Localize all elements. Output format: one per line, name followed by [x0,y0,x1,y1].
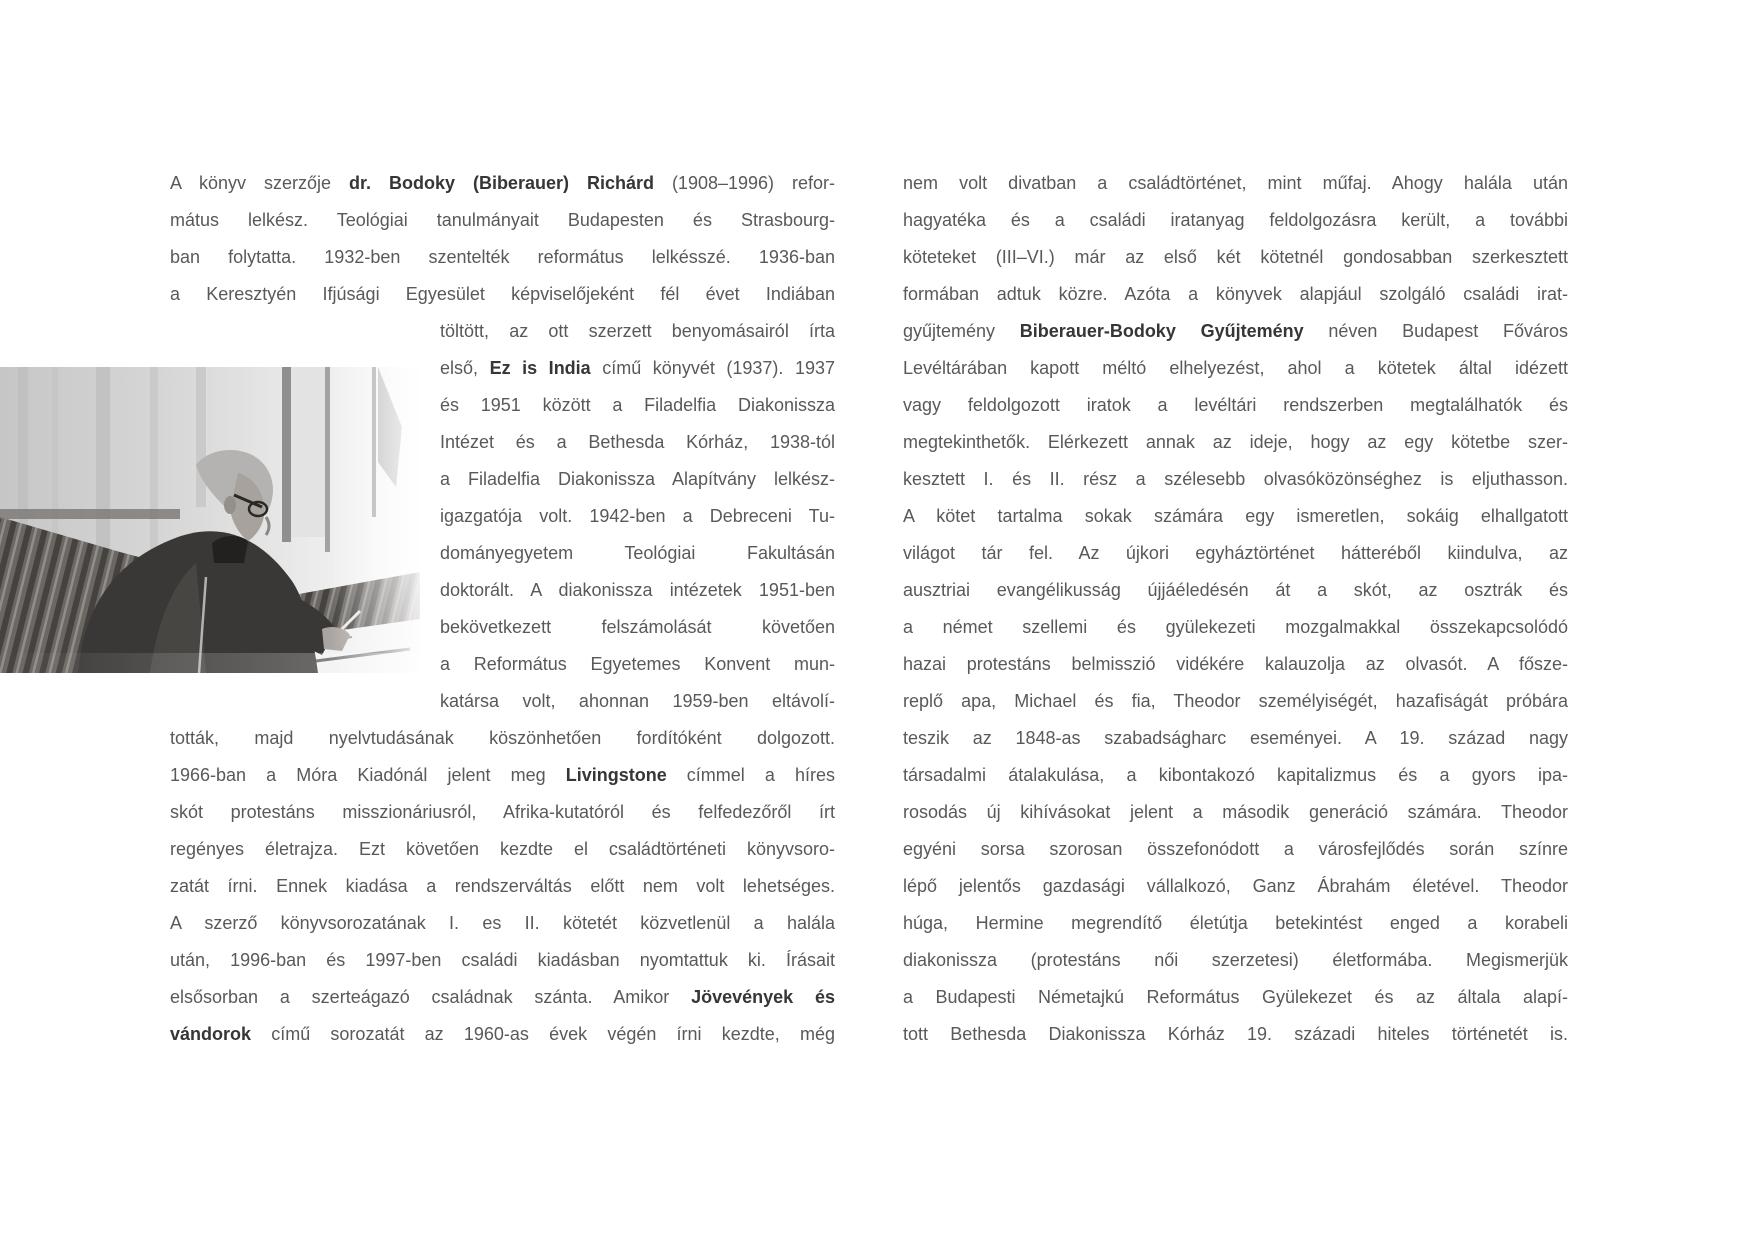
text-line [440,350,835,387]
text-run: néven Budapest Főváros [1303,321,1568,341]
text-run: a Keresztyén Ifjúsági Egyesület képviselőjeként fél évet Indiában [170,284,835,304]
text-line [170,757,835,794]
text-line [440,609,835,646]
text-run: igazgatója volt. 1942-ben a Debreceni Tu- [440,506,835,526]
text-line [440,461,835,498]
text-line [903,387,1568,424]
text-run: kesztett I. és II. rész a szélesebb olvasóközönséghez is eljuthasson. [903,469,1568,489]
text-line [170,202,835,239]
text-line [170,165,835,202]
bold-text-run: Biberauer-Bodoky Gyűjtemény [1019,321,1304,341]
left-column-beside-photo [440,313,835,720]
text-run: A könyv szerzője [170,173,349,193]
text-line [903,276,1568,313]
text-run: a német szellemi és gyülekezeti mozgalmakkal összekapcsolódó [903,617,1568,637]
bold-text-run: vándorok [170,1024,252,1044]
text-run: dományegyetem Teológiai Fakultásán [440,543,835,563]
text-run: Intézet és a Bethesda Kórház, 1938-tól [440,432,835,452]
text-run: (1908–1996) refor- [653,173,835,193]
text-run: ausztriai evangélikusság újjáéledésén át a skót, az osztrák és [903,580,1568,600]
text-run: Levéltárában kapott méltó elhelyezést, ahol a kötetek által idézett [903,358,1568,378]
text-run: után, 1996-ban és 1997-ben családi kiadásban nyomtattuk ki. Írásait [170,950,835,970]
text-line [170,1016,835,1053]
text-run: A kötet tartalma sokak számára egy ismeretlen, sokáig elhallgatott [903,506,1568,526]
text-line [170,794,835,831]
text-run: világot tár fel. Az újkori egyháztörténet hátteréből kiindulva, az [903,543,1568,563]
text-line [903,868,1568,905]
text-line [903,1016,1568,1053]
text-run: formában adtuk közre. Azóta a könyvek alapjául szolgáló családi irat- [903,284,1568,304]
text-run: A szerző könyvsorozatának I. es II. kötetét közvetlenül a halála [170,913,835,933]
text-run: hagyatéka és a családi iratanyag feldolgozásra került, a további [903,210,1568,230]
text-run: megtekinthetők. Elérkezett annak az ideje, hogy az egy kötetbe szer- [903,432,1568,452]
text-run: hazai protestáns belmisszió vidékére kalauzolja az olvasót. A fősze- [903,654,1568,674]
bold-text-run: dr. Bodoky (Biberauer) Richárd [348,173,654,193]
text-line [903,942,1568,979]
text-run: diakonissza (protestáns női szerzetesi) életformába. Megismerjük [903,950,1568,970]
text-run: első, [440,358,490,378]
text-line [903,720,1568,757]
text-line [440,387,835,424]
text-line [903,461,1568,498]
text-run: 1966-ban a Móra Kiadónál jelent meg [170,765,566,785]
left-column-below-photo [170,720,835,1053]
text-run: a Filadelfia Diakonissza Alapítvány lelkész- [440,469,835,489]
text-line [170,720,835,757]
text-line [903,572,1568,609]
text-run: ban folytatta. 1932-ben szentelték református lelkésszé. 1936-ban [170,247,835,267]
text-line [903,831,1568,868]
author-photo [0,367,420,673]
text-line [440,646,835,683]
text-run: társadalmi átalakulása, a kibontakozó kapitalizmus és a gyors ipa- [903,765,1568,785]
text-line [903,313,1568,350]
text-run: a Budapesti Németajkú Református Gyülekezet és az általa alapí- [903,987,1568,1007]
author-photo-graphic [0,367,420,673]
text-run: skót protestáns misszionáriusról, Afrika-kutatóról és felfedezőről írt [170,802,835,822]
text-run: bekövetkezett felszámolását követően [440,617,835,637]
text-run: című sorozatát az 1960-as évek végén írni kezdte, még [251,1024,835,1044]
text-run: húga, Hermine megrendítő életútja betekintést enged a korabeli [903,913,1568,933]
text-line [903,350,1568,387]
text-line [903,905,1568,942]
text-run: elsősorban a szerteágazó családnak szánta. Amikor [170,987,692,1007]
text-line [440,683,835,720]
text-run: doktorált. A diakonissza intézetek 1951-ben [440,580,835,600]
text-line [170,942,835,979]
text-run: című könyvét (1937). 1937 [590,358,835,378]
text-line [440,424,835,461]
text-run: tott Bethesda Diakonissza Kórház 19. századi hiteles történetét is. [903,1024,1568,1044]
bold-text-run: Ez is India [489,358,591,378]
text-line [903,424,1568,461]
text-run: lépő jelentős gazdasági vállalkozó, Ganz Ábrahám életével. Theodor [903,876,1568,896]
text-run: és 1951 között a Filadelfia Diakonissza [440,395,835,415]
text-run: tották, majd nyelvtudásának köszönhetően fordítóként dolgozott. [170,728,835,748]
text-run: replő apa, Michael és fia, Theodor személyiségét, hazafiságát próbára [903,691,1568,711]
text-line [440,535,835,572]
left-column-intro [170,165,835,313]
text-line [170,905,835,942]
right-column [903,165,1568,1053]
text-line [440,313,835,350]
bold-text-run: Livingstone [565,765,667,785]
text-line [170,868,835,905]
text-run: töltött, az ott szerzett benyomásairól írta [440,321,835,341]
text-line [903,165,1568,202]
text-line [903,239,1568,276]
text-line [903,757,1568,794]
text-line [903,535,1568,572]
text-run: vagy feldolgozott iratok a levéltári rendszerben megtalálhatók és [903,395,1568,415]
text-run: regényes életrajza. Ezt követően kezdte el családtörténeti könyvsoro- [170,839,835,859]
text-run: mátus lelkész. Teológiai tanulmányait Budapesten és Strasbourg- [170,210,835,230]
text-run: gyűjtemény [903,321,1020,341]
text-line [170,979,835,1016]
text-run: rosodás új kihívásokat jelent a második generáció számára. Theodor [903,802,1568,822]
text-line [170,239,835,276]
text-line [170,831,835,868]
text-line [440,572,835,609]
text-line [903,202,1568,239]
text-line [170,276,835,313]
text-line [903,794,1568,831]
text-line [903,646,1568,683]
text-run: a Református Egyetemes Konvent mun- [440,654,835,674]
text-run: teszik az 1848-as szabadságharc eseményei. A 19. század nagy [903,728,1568,748]
text-line [903,498,1568,535]
text-run: nem volt divatban a családtörténet, mint műfaj. Ahogy halála után [903,173,1568,193]
text-line [440,498,835,535]
bold-text-run: Jövevények és [691,987,835,1007]
text-run: katársa volt, ahonnan 1959-ben eltávolí- [440,691,835,711]
text-line [903,609,1568,646]
text-run: zatát írni. Ennek kiadása a rendszerváltás előtt nem volt lehetséges. [170,876,835,896]
text-line [903,683,1568,720]
text-run: egyéni sorsa szorosan összefonódott a városfejlődés során színre [903,839,1568,859]
text-run: címmel a híres [666,765,835,785]
text-line [903,979,1568,1016]
text-run: köteteket (III–VI.) már az első két kötetnél gondosabban szerkesztett [903,247,1568,267]
